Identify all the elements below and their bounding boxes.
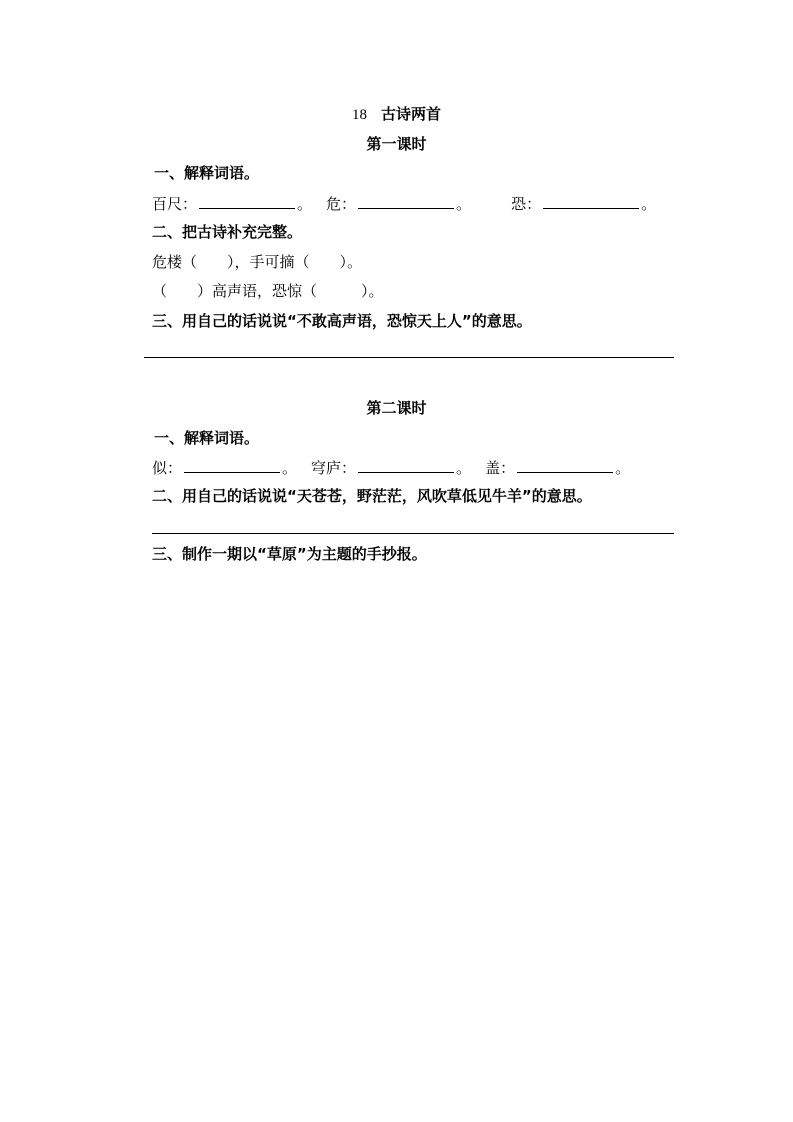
period2-q1-items xyxy=(152,457,630,478)
term-end: 。 xyxy=(456,459,472,477)
answer-blank[interactable] xyxy=(517,457,613,473)
term-end: 。 xyxy=(282,459,298,477)
term-label: 盖： xyxy=(485,459,516,477)
term-label: 危： xyxy=(326,195,357,213)
term-label: 恐： xyxy=(511,195,542,213)
lesson-name: 古诗两首 xyxy=(380,105,441,123)
poem-text: ）。 xyxy=(361,282,384,300)
answer-blank[interactable] xyxy=(358,193,454,209)
lesson-title xyxy=(0,104,793,125)
answer-blank[interactable] xyxy=(358,457,454,473)
period2-q1-title: 一、解释词语。 xyxy=(154,429,260,447)
term-label: 穹庐： xyxy=(311,459,357,477)
period1-q1-title: 一、解释词语。 xyxy=(154,164,260,182)
poem-text: ）。 xyxy=(339,253,363,271)
poem-text: ）高声语，恐惊（ xyxy=(197,282,318,300)
term-label: 似： xyxy=(152,459,183,477)
poem-text: 危楼（ xyxy=(152,253,198,271)
answer-blank[interactable] xyxy=(184,457,280,473)
term-end: 。 xyxy=(297,195,313,213)
poem-line-2 xyxy=(152,281,384,301)
term-label: 百尺： xyxy=(152,195,198,213)
poem-line-1 xyxy=(152,252,362,272)
period2-heading: 第二课时 xyxy=(366,399,427,417)
period2-q3-title: 三、制作一期以“草原”为主题的手抄报。 xyxy=(152,545,427,563)
period1-heading: 第一课时 xyxy=(366,135,427,153)
period2-q2-title: 二、用自己的话说说“天苍苍，野茫茫，风吹草低见牛羊”的意思。 xyxy=(152,487,592,505)
poem-text: ），手可摘（ xyxy=(227,253,310,271)
answer-blank[interactable] xyxy=(543,193,639,209)
answer-line[interactable] xyxy=(144,357,674,358)
answer-blank[interactable] xyxy=(199,193,295,209)
period1-q2-title: 二、把古诗补充完整。 xyxy=(152,223,303,241)
period1-q1-items xyxy=(152,193,656,214)
period1-q3-title: 三、用自己的话说说“不敢高声语，恐惊天上人”的意思。 xyxy=(152,312,532,330)
lesson-number: 18 xyxy=(351,107,367,123)
term-end: 。 xyxy=(615,459,631,477)
term-end: 。 xyxy=(456,195,472,213)
poem-text: （ xyxy=(152,282,168,300)
term-end: 。 xyxy=(641,195,657,213)
answer-line[interactable] xyxy=(152,533,674,534)
